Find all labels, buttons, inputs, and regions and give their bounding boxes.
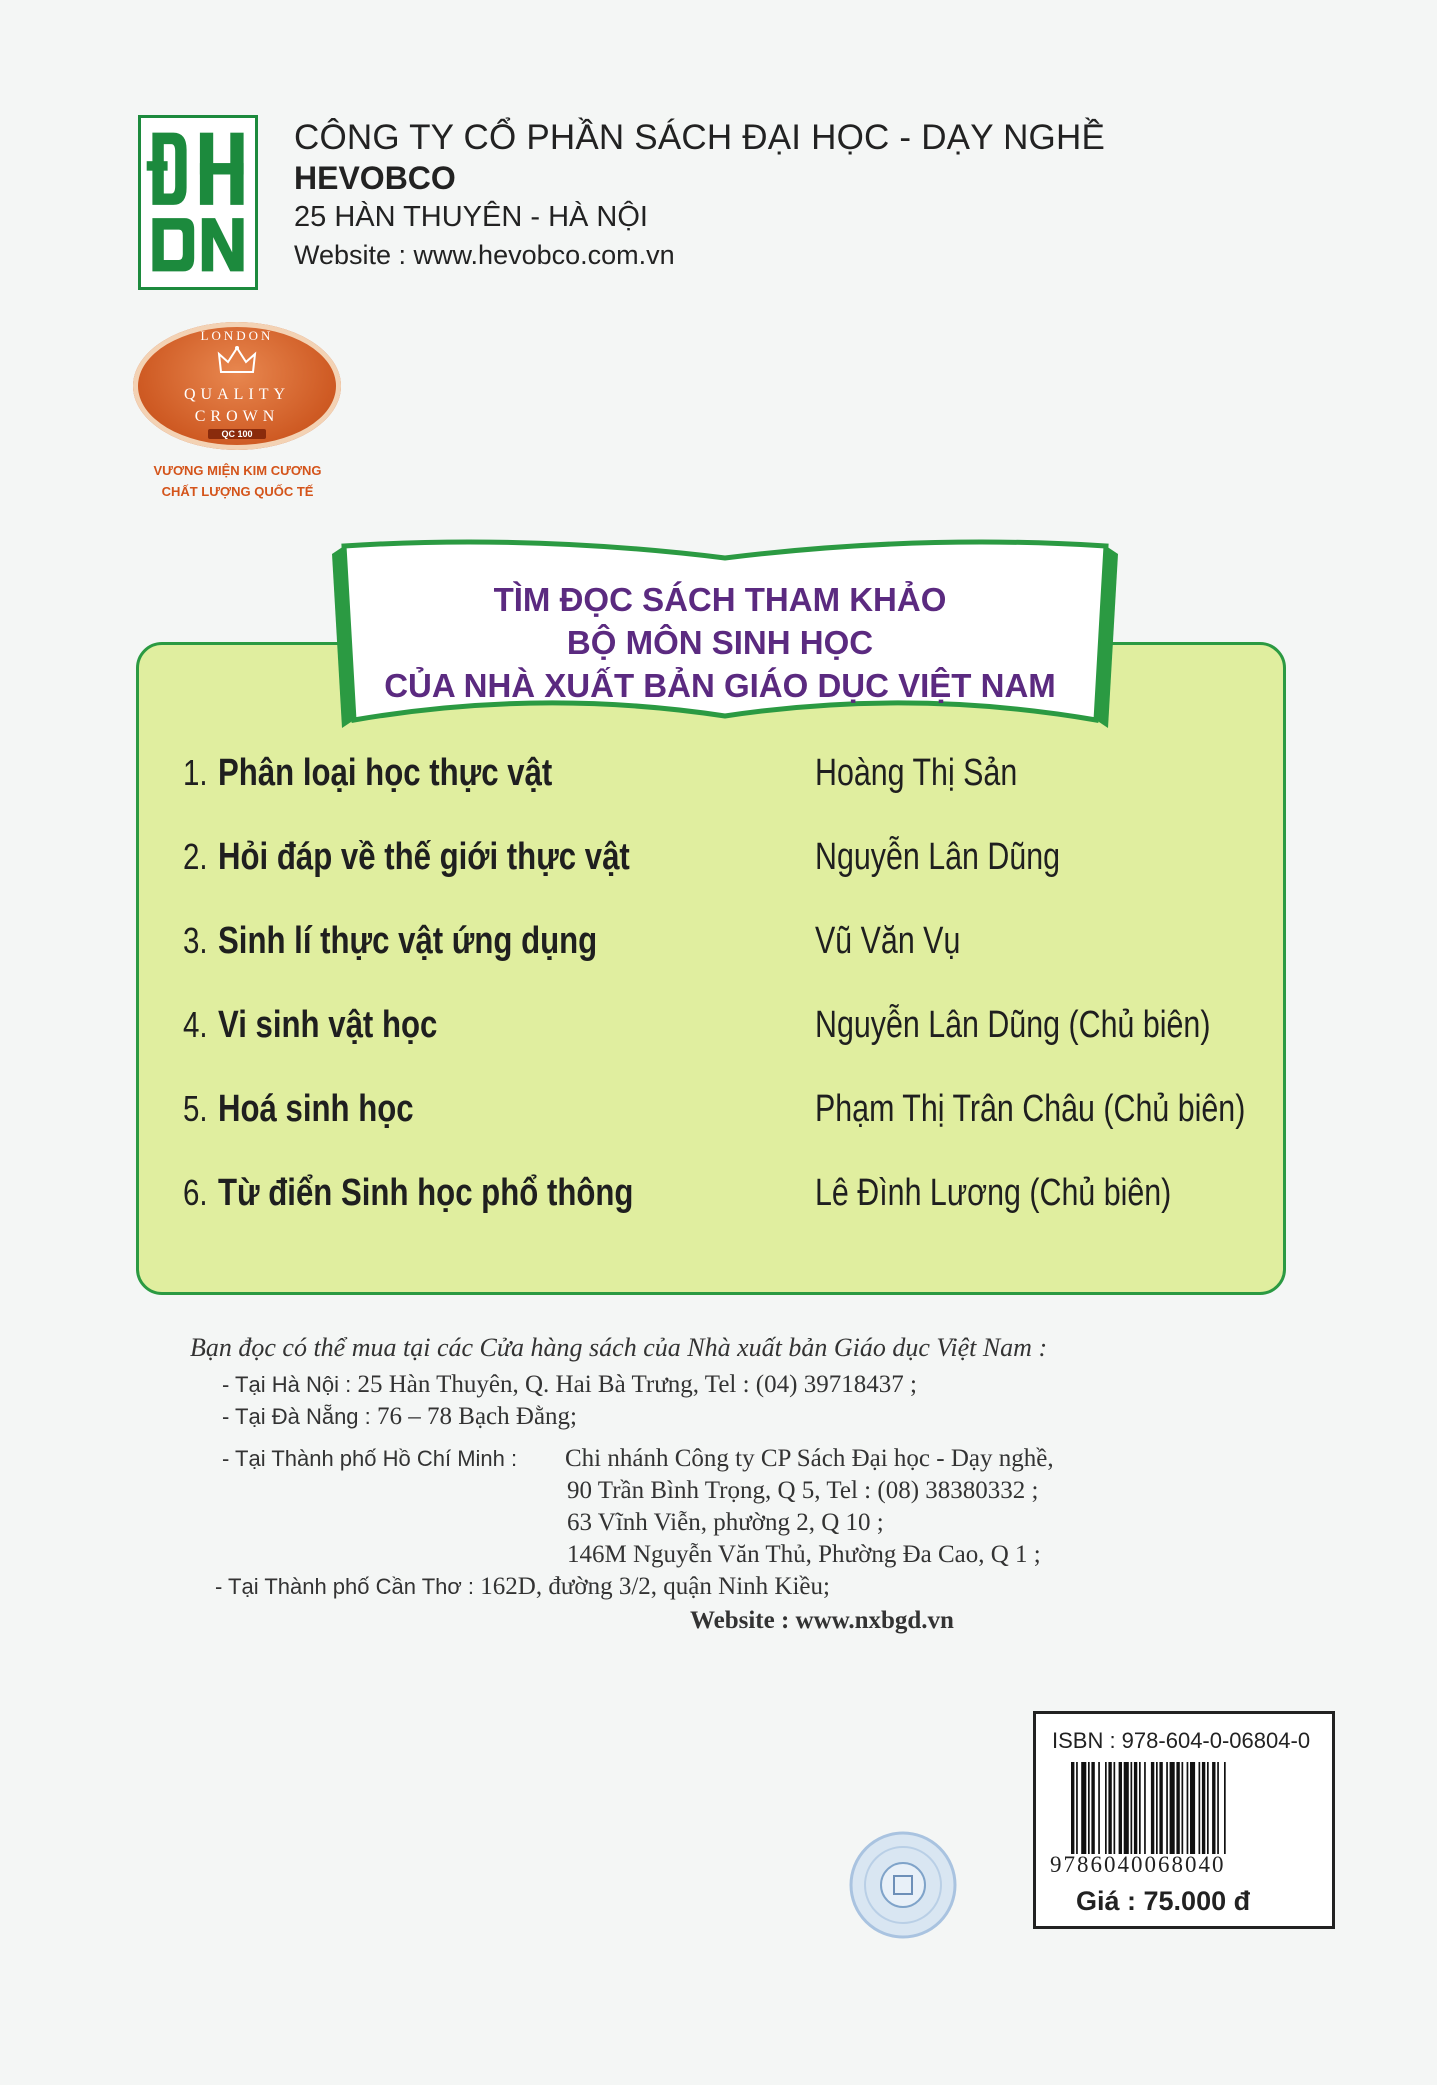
isbn-box — [1033, 1711, 1335, 1929]
store-hcm-line: 90 Trần Bình Trọng, Q 5, Tel : (08) 38380332 ; — [567, 1477, 1039, 1504]
store-hanoi-label: - Tại Hà Nội : — [222, 1372, 352, 1397]
book-number: 3. — [183, 920, 208, 961]
store-danang — [222, 1403, 577, 1431]
store-danang-label: - Tại Đà Nẵng : — [222, 1404, 371, 1429]
publisher-logo — [138, 115, 258, 290]
publisher-info — [294, 118, 1105, 271]
book-title: Sinh lí thực vật ứng dụng — [218, 920, 598, 962]
store-cantho-address: 162D, đường 3/2, quận Ninh Kiều; — [480, 1573, 830, 1600]
hologram-stamp-icon — [848, 1830, 958, 1940]
badge-code: QC 100 — [208, 429, 266, 439]
book-author: Vũ Văn Vụ — [815, 920, 961, 962]
store-danang-address: 76 – 78 Bạch Đằng; — [377, 1403, 577, 1430]
store-cantho — [215, 1573, 830, 1601]
nxbgd-website: Website : www.nxbgd.vn — [690, 1607, 954, 1634]
dh-dn-logo-icon — [141, 118, 255, 287]
book-author: Hoàng Thị Sản — [815, 752, 1018, 794]
book-list-item — [0, 1088, 1437, 1148]
crown-icon — [217, 344, 257, 376]
price: Giá : 75.000 đ — [1076, 1886, 1251, 1916]
badge-london-text: LONDON — [200, 328, 274, 343]
store-hcm-line: 63 Vĩnh Viễn, phường 2, Q 10 ; — [567, 1509, 884, 1536]
book-list-item — [0, 920, 1437, 980]
book-author: Nguyễn Lân Dũng (Chủ biên) — [815, 1004, 1211, 1046]
book-author: Phạm Thị Trân Châu (Chủ biên) — [815, 1088, 1246, 1130]
book-title: Hoá sinh học — [218, 1088, 414, 1130]
barcode-icon — [1071, 1762, 1321, 1854]
publisher-address: 25 HÀN THUYÊN - HÀ NỘI — [294, 201, 648, 233]
store-hcm-line: Chi nhánh Công ty CP Sách Đại học - Dạy nghề, — [565, 1445, 1054, 1472]
book-list-item — [0, 752, 1437, 812]
badge-crown-text: CROWN — [194, 408, 280, 425]
book-number: 4. — [183, 1004, 208, 1045]
book-list-item — [0, 1172, 1437, 1232]
book-number: 6. — [183, 1172, 208, 1213]
publisher-website: Website : www.hevobco.com.vn — [294, 240, 675, 270]
store-hcm-label: - Tại Thành phố Hồ Chí Minh : — [222, 1446, 518, 1471]
book-number: 2. — [183, 836, 208, 877]
book-title: Phân loại học thực vật — [218, 752, 553, 794]
reference-title-line-3: CỦA NHÀ XUẤT BẢN GIÁO DỤC VIỆT NAM — [384, 667, 1056, 704]
store-hanoi-address: 25 Hàn Thuyên, Q. Hai Bà Trưng, Tel : (04) 39718437 ; — [357, 1371, 917, 1398]
store-hcm-label-row — [222, 1445, 517, 1473]
publisher-name: CÔNG TY CỔ PHẦN SÁCH ĐẠI HỌC - DẠY NGHỀ — [294, 118, 1105, 157]
book-title: Vi sinh vật học — [218, 1004, 438, 1046]
store-hanoi — [222, 1371, 917, 1399]
book-number: 5. — [183, 1088, 208, 1129]
quality-crown-badge — [130, 322, 345, 507]
publisher-brand: HEVOBCO — [294, 160, 456, 196]
store-cantho-label: - Tại Thành phố Cần Thơ : — [215, 1574, 475, 1599]
book-author: Lê Đình Lương (Chủ biên) — [815, 1172, 1172, 1214]
book-author: Nguyễn Lân Dũng — [815, 836, 1061, 878]
book-title: Hỏi đáp về thế giới thực vật — [218, 836, 630, 878]
reference-title — [330, 578, 1110, 707]
book-number: 1. — [183, 752, 208, 793]
badge-oval — [133, 322, 341, 450]
badge-quality-text: QUALITY — [183, 386, 291, 403]
book-title: Từ điển Sinh học phổ thông — [218, 1172, 634, 1214]
book-list-item — [0, 1004, 1437, 1064]
reference-title-line-2: BỘ MÔN SINH HỌC — [566, 624, 874, 661]
badge-caption-2: CHẤT LƯỢNG QUỐC TẾ — [161, 484, 314, 499]
barcode-digits: 9786040068040 — [1050, 1852, 1226, 1877]
badge-caption-1: VƯƠNG MIỆN KIM CƯƠNG — [153, 463, 322, 478]
store-hcm-line: 146M Nguyễn Văn Thủ, Phường Đa Cao, Q 1 ; — [567, 1541, 1041, 1568]
isbn-label: ISBN : 978-604-0-06804-0 — [1052, 1728, 1311, 1753]
store-intro: Bạn đọc có thể mua tại các Cửa hàng sách của Nhà xuất bản Giáo dục Việt Nam : — [190, 1333, 1048, 1362]
reference-title-line-1: TÌM ĐỌC SÁCH THAM KHẢO — [493, 581, 947, 618]
book-list-item — [0, 836, 1437, 896]
